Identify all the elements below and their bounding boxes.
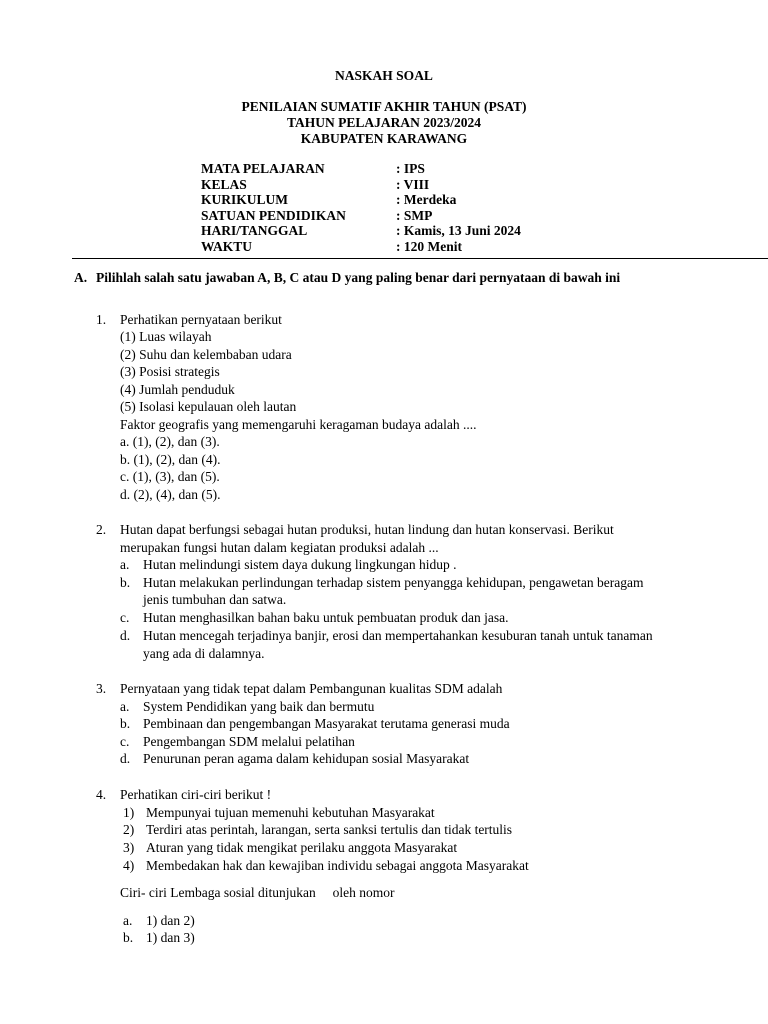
answer-option: Penurunan peran agama dalam kehidupan sosial Masyarakat: [143, 751, 470, 766]
list-item-number: 2): [123, 822, 135, 837]
list-item: (5) Isolasi kepulauan oleh lautan: [120, 399, 297, 414]
question-stem: Hutan dapat berfungsi sebagai hutan produksi, hutan lindung dan hutan konservasi. Berikut: [120, 522, 614, 537]
answer-option: Hutan mencegah terjadinya banjir, erosi dan mempertahankan kesuburan tanah untuk tanaman: [143, 628, 653, 643]
list-item: (3) Posisi strategis: [120, 364, 220, 379]
answer-option: Pembinaan dan pengembangan Masyarakat terutama generasi muda: [143, 716, 510, 731]
question-stem: Pernyataan yang tidak tepat dalam Pembangunan kualitas SDM adalah: [120, 681, 503, 696]
option-letter: b.: [120, 716, 131, 731]
question-number: 3.: [96, 681, 107, 696]
list-item-number: 4): [123, 858, 135, 873]
answer-option: System Pendidikan yang baik dan bermutu: [143, 699, 375, 714]
meta-value-class: : VIII: [396, 177, 430, 192]
header-divider: [72, 258, 768, 259]
question-stem-continued: merupakan fungsi hutan dalam kegiatan produksi adalah ...: [120, 540, 439, 555]
meta-label-time: WAKTU: [201, 239, 253, 254]
answer-option: Hutan melindungi sistem daya dukung lingkungan hidup .: [143, 557, 457, 572]
list-item: Aturan yang tidak mengikat perilaku anggota Masyarakat: [146, 840, 458, 855]
answer-option: c. (1), (3), dan (5).: [120, 469, 220, 484]
list-item: Membedakan hak dan kewajiban individu sebagai anggota Masyarakat: [146, 858, 529, 873]
question-number: 4.: [96, 787, 107, 802]
option-letter: d.: [120, 751, 131, 766]
question-stem: Perhatikan pernyataan berikut: [120, 312, 282, 327]
question-prompt: Faktor geografis yang memengaruhi keragaman budaya adalah ....: [120, 417, 477, 432]
meta-value-school-level: : SMP: [396, 208, 433, 223]
answer-option: Pengembangan SDM melalui pelatihan: [143, 734, 355, 749]
regency: KABUPATEN KARAWANG: [300, 131, 468, 146]
meta-label-curriculum: KURIKULUM: [201, 192, 288, 207]
answer-option: 1) dan 2): [146, 913, 195, 928]
section-letter: A.: [74, 270, 88, 285]
list-item: Terdiri atas perintah, larangan, serta sanksi tertulis dan tidak tertulis: [146, 822, 513, 837]
question-number: 1.: [96, 312, 107, 327]
option-letter: a.: [120, 699, 130, 714]
option-letter: b.: [123, 930, 134, 945]
answer-option: 1) dan 3): [146, 930, 195, 945]
answer-option: Hutan melakukan perlindungan terhadap sistem penyangga kehidupan, pengawetan beragam: [143, 575, 644, 590]
meta-value-time: : 120 Menit: [396, 239, 462, 254]
section-instruction: Pilihlah salah satu jawaban A, B, C atau D yang paling benar dari pernyataan di bawah ini: [96, 270, 621, 285]
meta-value-date: : Kamis, 13 Juni 2024: [396, 223, 521, 238]
exam-name: PENILAIAN SUMATIF AKHIR TAHUN (PSAT): [241, 99, 527, 114]
list-item: (1) Luas wilayah: [120, 329, 212, 344]
meta-label-date: HARI/TANGGAL: [201, 223, 308, 238]
question-prompt: Ciri- ciri Lembaga sosial ditunjukan oleh nomor: [120, 885, 395, 900]
answer-option: d. (2), (4), dan (5).: [120, 487, 221, 502]
option-letter: b.: [120, 575, 131, 590]
option-letter: c.: [120, 734, 130, 749]
option-letter: a.: [123, 913, 133, 928]
list-item: Mempunyai tujuan memenuhi kebutuhan Masyarakat: [146, 805, 435, 820]
answer-option-continued: yang ada di dalamnya.: [143, 646, 265, 661]
question-stem: Perhatikan ciri-ciri berikut !: [120, 787, 272, 802]
school-year: TAHUN PELAJARAN 2023/2024: [286, 115, 481, 130]
option-letter: d.: [120, 628, 131, 643]
answer-option-continued: jenis tumbuhan dan satwa.: [143, 592, 287, 607]
list-item-number: 3): [123, 840, 135, 855]
meta-label-class: KELAS: [201, 177, 247, 192]
question-number: 2.: [96, 522, 107, 537]
list-item-number: 1): [123, 805, 135, 820]
meta-label-subject: MATA PELAJARAN: [201, 161, 325, 176]
answer-option: b. (1), (2), dan (4).: [120, 452, 221, 467]
meta-label-school-level: SATUAN PENDIDIKAN: [201, 208, 346, 223]
list-item: (2) Suhu dan kelembaban udara: [120, 347, 292, 362]
option-letter: a.: [120, 557, 130, 572]
meta-value-curriculum: : Merdeka: [396, 192, 457, 207]
answer-option: Hutan menghasilkan bahan baku untuk pembuatan produk dan jasa.: [143, 610, 509, 625]
meta-value-subject: : IPS: [396, 161, 425, 176]
list-item: (4) Jumlah penduduk: [120, 382, 235, 397]
option-letter: c.: [120, 610, 130, 625]
document-title: NASKAH SOAL: [335, 68, 433, 83]
answer-option: a. (1), (2), dan (3).: [120, 434, 220, 449]
